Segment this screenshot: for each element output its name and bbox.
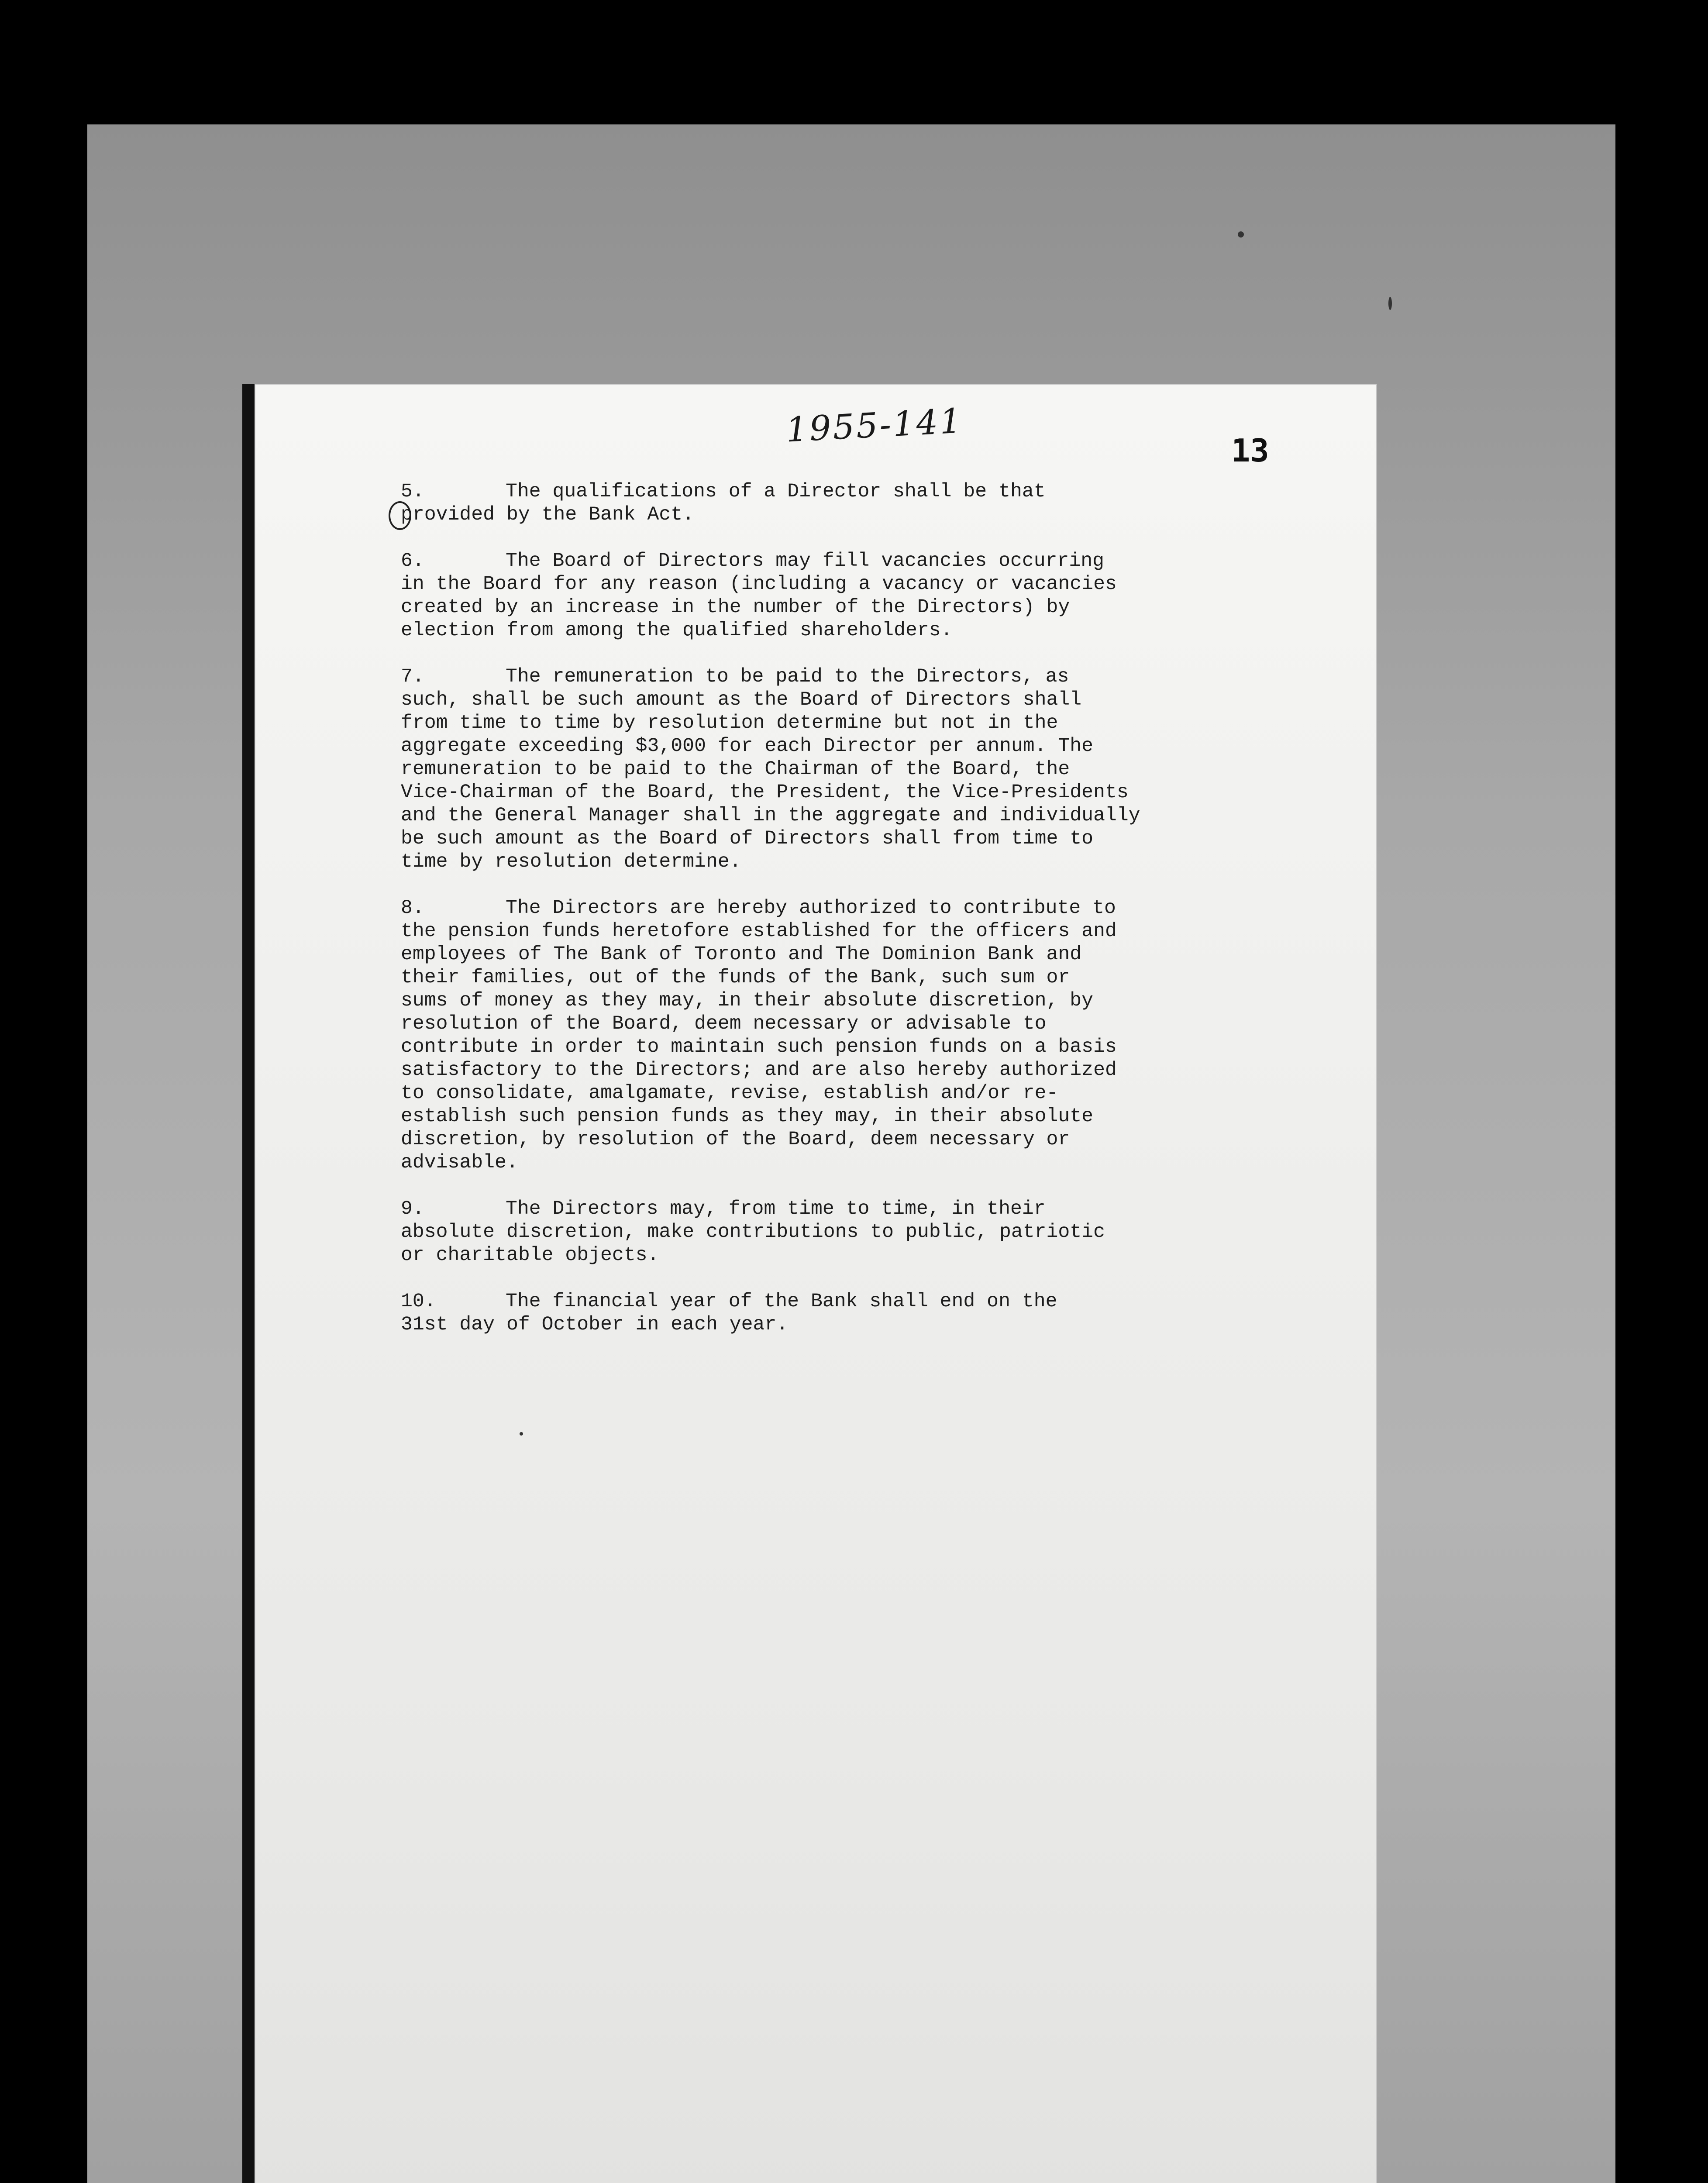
- paragraph-line: absolute discretion, make contributions to public, patriotic: [401, 1221, 1105, 1243]
- paragraph-6: [401, 550, 1318, 642]
- paragraph-line: such, shall be such amount as the Board of Directors shall: [401, 689, 1082, 711]
- paragraph-9: [401, 1198, 1318, 1267]
- film-speck: [1388, 297, 1392, 310]
- paragraph-line: be such amount as the Board of Directors shall from time to: [401, 828, 1094, 850]
- paragraph-number: 9.: [401, 1198, 424, 1220]
- paragraph-line: The remuneration to be paid to the Directors, as: [506, 666, 1069, 688]
- handwritten-file-number: 1955-141: [785, 401, 964, 450]
- page-shadow: [242, 384, 255, 2183]
- paragraph-8: [401, 897, 1318, 1174]
- paragraph-line: 31st day of October in each year.: [401, 1314, 789, 1336]
- paragraph-line: The qualifications of a Director shall be that: [506, 481, 1046, 503]
- body-text: [401, 480, 1318, 1360]
- paragraph-line: or charitable objects.: [401, 1244, 659, 1266]
- paragraph-line: provided by the Bank Act.: [401, 504, 695, 526]
- paragraph-line: The Directors are hereby authorized to contribute to: [506, 897, 1116, 919]
- paragraph-number: 6.: [401, 550, 424, 572]
- paragraph-10: [401, 1290, 1318, 1336]
- paragraph-line: time by resolution determine.: [401, 851, 741, 873]
- paragraph-line: The Board of Directors may fill vacancies occurring: [506, 550, 1105, 572]
- paragraph-number: 7.: [401, 666, 424, 688]
- paragraph-line: The financial year of the Bank shall end on the: [506, 1291, 1057, 1312]
- paragraph-number: 10.: [401, 1291, 436, 1312]
- paragraph-line: to consolidate, amalgamate, revise, establish and/or re-: [401, 1082, 1058, 1104]
- paragraph-line: aggregate exceeding $3,000 for each Director per annum. The: [401, 735, 1094, 757]
- paragraph-line: from time to time by resolution determine but not in the: [401, 712, 1058, 734]
- paragraph-line: establish such pension funds as they may, in their absolute: [401, 1105, 1094, 1127]
- paragraph-line: employees of The Bank of Toronto and The Dominion Bank and: [401, 943, 1082, 965]
- paragraph-line: resolution of the Board, deem necessary or advisable to: [401, 1013, 1047, 1035]
- paragraph-line: Vice-Chairman of the Board, the President, the Vice-Presidents: [401, 782, 1129, 803]
- paragraph-line: election from among the qualified shareholders.: [401, 620, 953, 641]
- paragraph-line: The Directors may, from time to time, in their: [506, 1198, 1046, 1220]
- paragraph-line: advisable.: [401, 1152, 518, 1174]
- page-number: 13: [1231, 432, 1269, 469]
- paragraph-line: satisfactory to the Directors; and are also hereby authorized: [401, 1059, 1117, 1081]
- paragraph-line: and the General Manager shall in the aggregate and individually: [401, 805, 1140, 826]
- paragraph-7: [401, 665, 1318, 874]
- paragraph-line: in the Board for any reason (including a vacancy or vacancies: [401, 573, 1117, 595]
- film-speck: [1238, 231, 1244, 238]
- paragraph-number: 8.: [401, 897, 424, 919]
- paragraph-line: sums of money as they may, in their absolute discretion, by: [401, 990, 1094, 1012]
- paragraph-line: discretion, by resolution of the Board, deem necessary or: [401, 1129, 1070, 1150]
- paragraph-line: the pension funds heretofore established for the officers and: [401, 920, 1117, 942]
- paragraph-line: their families, out of the funds of the Bank, such sum or: [401, 967, 1070, 988]
- paragraph-5: [401, 480, 1318, 527]
- paragraph-line: created by an increase in the number of the Directors) by: [401, 596, 1070, 618]
- film-speck: [520, 1432, 523, 1436]
- paragraph-line: remuneration to be paid to the Chairman of the Board, the: [401, 758, 1070, 780]
- paragraph-line: contribute in order to maintain such pension funds on a basis: [401, 1036, 1117, 1058]
- paragraph-number: 5.: [401, 481, 424, 503]
